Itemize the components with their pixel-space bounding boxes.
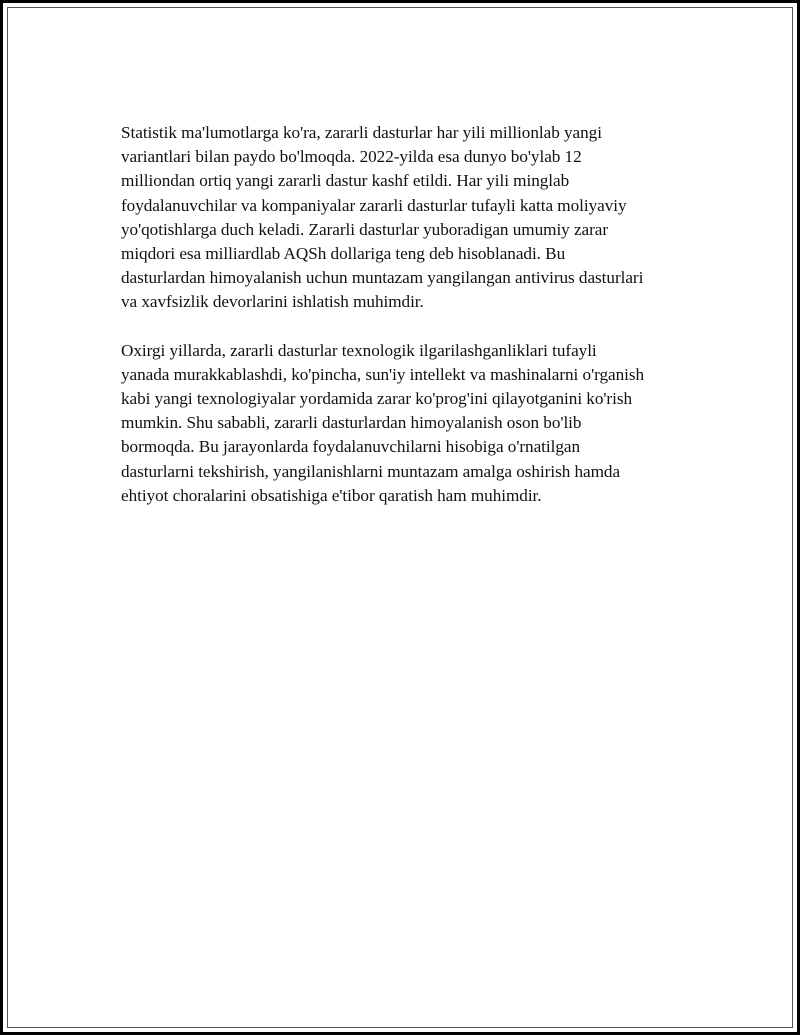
paragraph-2 [121, 339, 703, 508]
paragraph-line: miqdori esa milliardlab AQSh dollariga teng deb hisoblanadi. Bu [121, 244, 566, 264]
paragraph-line: Oxirgi yillarda, zararli dasturlar texnologik ilgarilashganliklari tufayli [121, 340, 597, 360]
paragraph-line: mumkin. Shu sababli, zararli dasturlardan himoyalanish oson bo'lib [121, 413, 582, 433]
paragraph-line: foydalanuvchilar va kompaniyalar zararli dasturlar tufayli katta moliyaviy [121, 195, 627, 215]
paragraph-line: variantlari bilan paydo bo'lmoqda. 2022-yilda esa dunyo bo'ylab 12 [121, 147, 582, 167]
paragraph-line: dasturlardan himoyalanish uchun muntazam yangilangan antivirus dasturlari [121, 268, 644, 288]
paragraph-1 [121, 121, 703, 315]
paragraph-line: va xavfsizlik devorlarini ishlatish muhimdir. [121, 292, 424, 312]
paragraph-line: dasturlarni tekshirish, yangilanishlarni muntazam amalga oshirish hamda [121, 461, 621, 481]
document-body [121, 121, 703, 508]
paragraph-line: yanada murakkablashdi, ko'pincha, sun'iy intellekt va mashinalarni o'rganish [121, 364, 645, 384]
paragraph-line: bormoqda. Bu jarayonlarda foydalanuvchilarni hisobiga o'rnatilgan [121, 437, 581, 457]
paragraph-line: ehtiyot choralarini obsatishiga e'tibor qaratish ham muhimdir. [121, 485, 542, 505]
paragraph-line: yo'qotishlarga duch keladi. Zararli dasturlar yuboradigan umumiy zarar [121, 219, 609, 239]
paragraph-line: kabi yangi texnologiyalar yordamida zarar ko'prog'ini qilayotganini ko'rish [121, 389, 633, 409]
paragraph-line: Statistik ma'lumotlarga ko'ra, zararli dasturlar har yili millionlab yangi [121, 123, 602, 142]
paragraph-line: milliondan ortiq yangi zararli dastur kashf etildi. Har yili minglab [121, 171, 570, 191]
